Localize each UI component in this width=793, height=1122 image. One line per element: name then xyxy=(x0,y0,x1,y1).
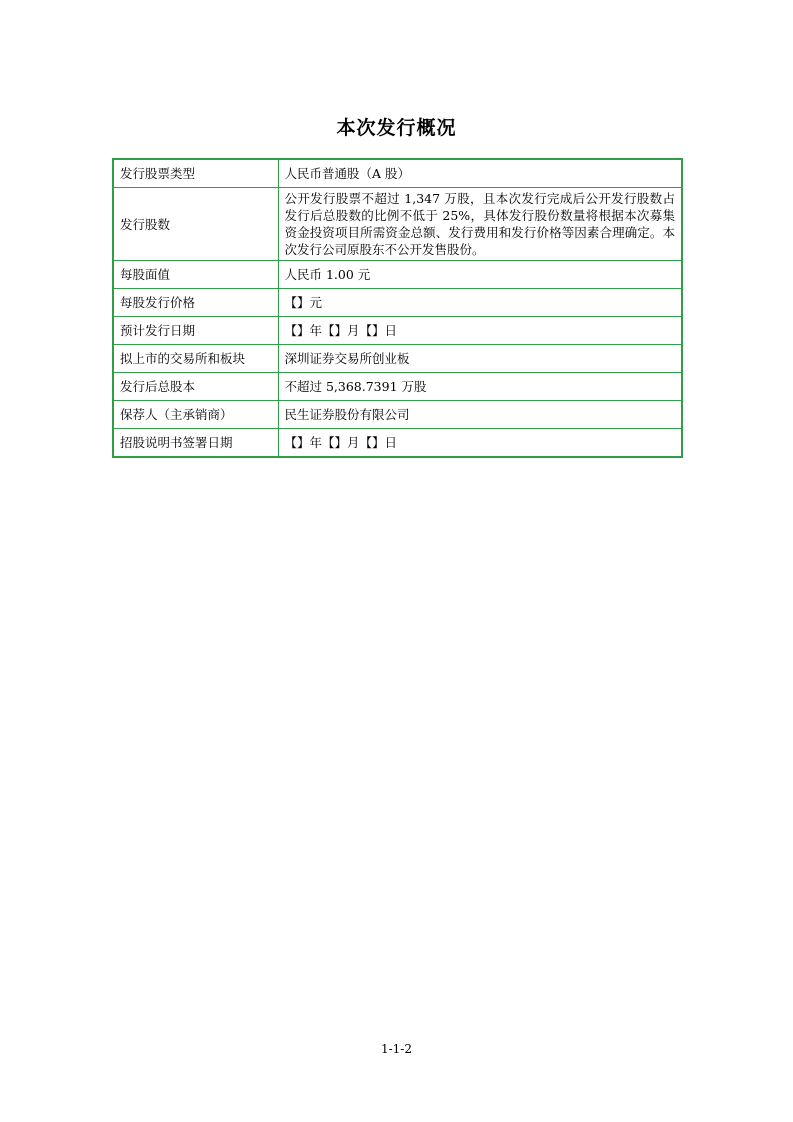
row-value: 深圳证券交易所创业板 xyxy=(278,345,682,373)
row-label: 拟上市的交易所和板块 xyxy=(113,345,278,373)
table-row xyxy=(113,159,682,188)
row-value: 【】年【】月【】日 xyxy=(278,317,682,345)
row-value: 不超过 5,368.7391 万股 xyxy=(278,373,682,401)
row-label: 每股面值 xyxy=(113,261,278,289)
row-value: 【】年【】月【】日 xyxy=(278,429,682,458)
page-title: 本次发行概况 xyxy=(336,117,457,139)
table-row xyxy=(113,289,682,317)
row-value: 公开发行股票不超过 1,347 万股，且本次发行完成后公开发行股数占发行后总股数的比例不低于 25%，具体发行股份数量将根据本次募集资金投资项目所需资金总额、发行费用和发行价格等因素合理确定。本次发行公司原股东不公开发售股份。 xyxy=(278,188,682,261)
table-row xyxy=(113,373,682,401)
row-label: 招股说明书签署日期 xyxy=(113,429,278,458)
offering-overview-table xyxy=(112,158,683,458)
row-value: 民生证券股份有限公司 xyxy=(278,401,682,429)
row-value: 人民币 1.00 元 xyxy=(278,261,682,289)
page-number: 1-1-2 xyxy=(380,1042,412,1056)
row-label: 发行股票类型 xyxy=(113,159,278,188)
table-row xyxy=(113,345,682,373)
table-row xyxy=(113,188,682,261)
row-label: 发行股数 xyxy=(113,188,278,261)
row-label: 预计发行日期 xyxy=(113,317,278,345)
row-label: 保荐人（主承销商） xyxy=(113,401,278,429)
table-row xyxy=(113,261,682,289)
row-label: 发行后总股本 xyxy=(113,373,278,401)
row-label: 每股发行价格 xyxy=(113,289,278,317)
table-row xyxy=(113,429,682,458)
table-row xyxy=(113,317,682,345)
row-value: 人民币普通股（A 股） xyxy=(278,159,682,188)
table-row xyxy=(113,401,682,429)
row-value: 【】元 xyxy=(278,289,682,317)
